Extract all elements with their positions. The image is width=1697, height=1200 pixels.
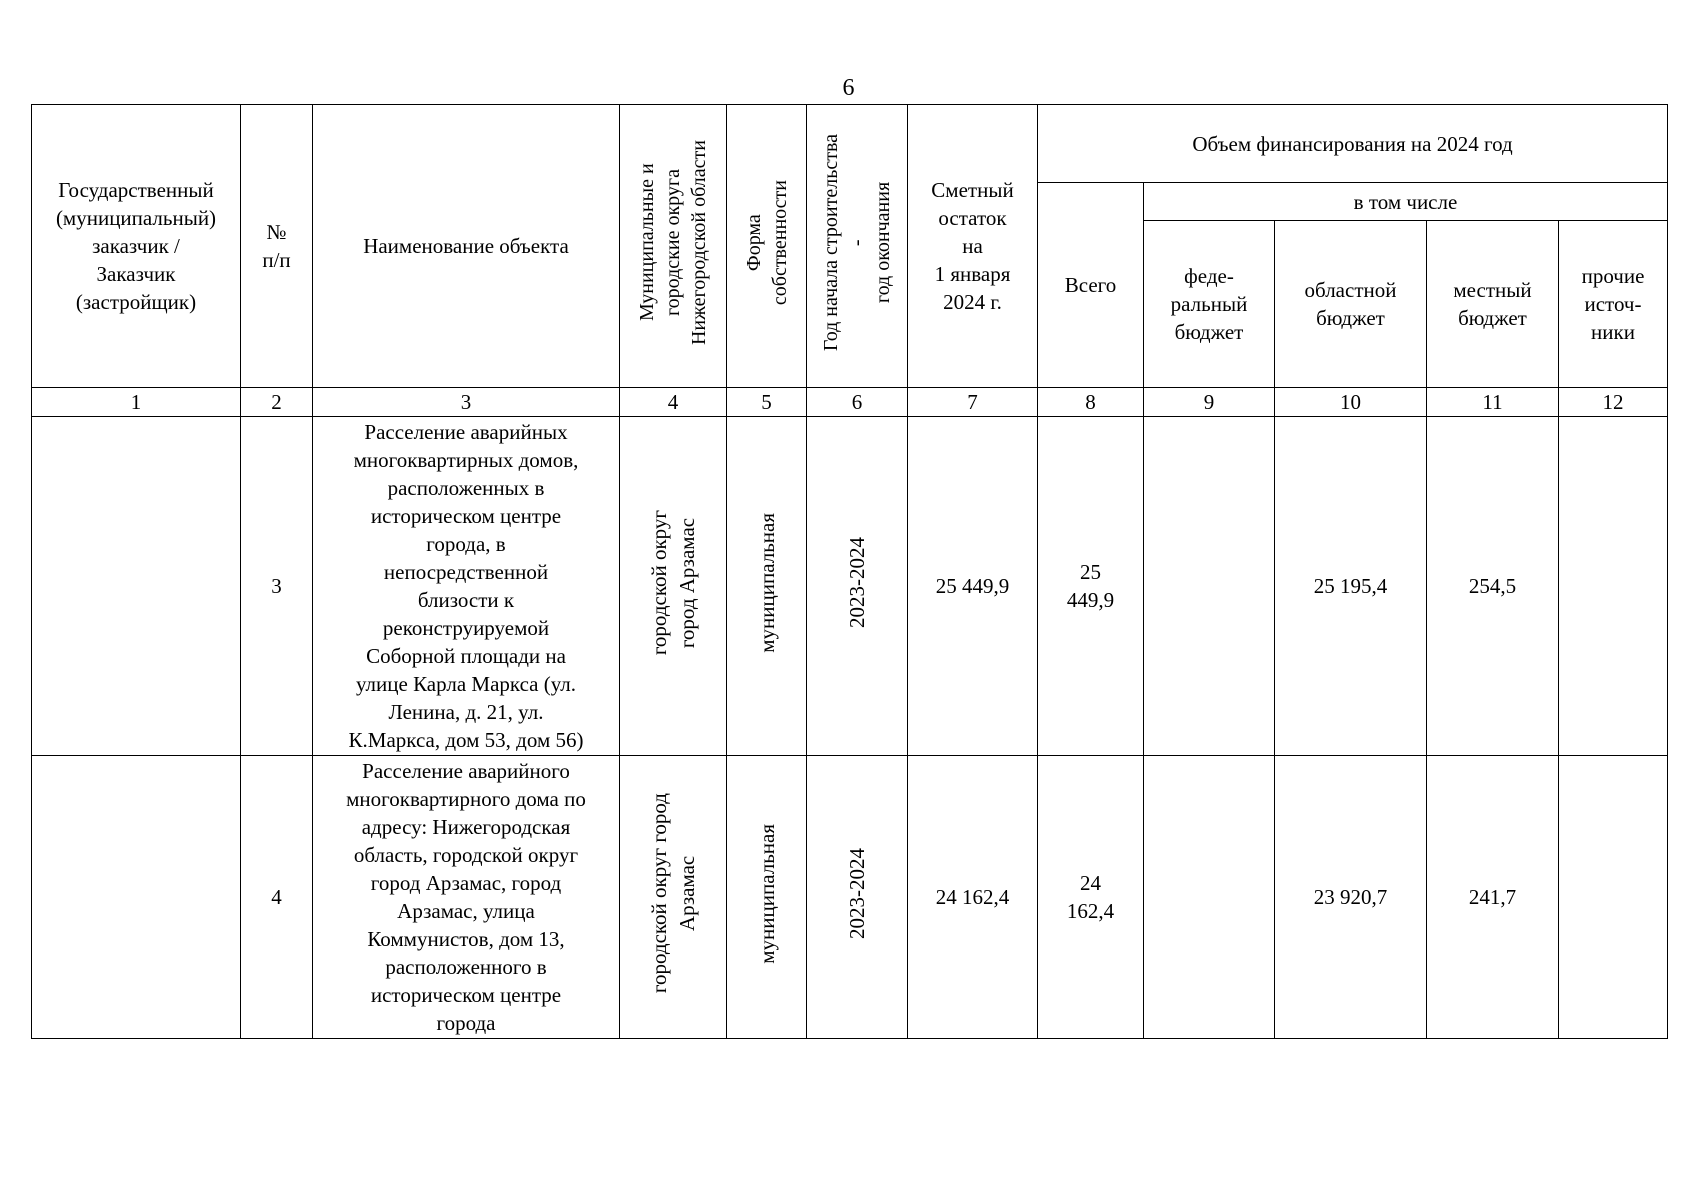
- row-federal: [1144, 417, 1275, 756]
- header-other: прочие источ- ники: [1559, 221, 1668, 388]
- column-number: 7: [908, 388, 1038, 417]
- column-number: 8: [1038, 388, 1144, 417]
- table-row: [32, 756, 1668, 1039]
- header-financing: Объем финансирования на 2024 год: [1038, 105, 1668, 183]
- header-total: Всего: [1038, 183, 1144, 388]
- header-federal: феде- ральный бюджет: [1144, 221, 1275, 388]
- row-ownership: муниципальная: [727, 417, 807, 756]
- header-years: Год начала строительства - год окончания: [807, 105, 908, 388]
- column-number: 1: [32, 388, 241, 417]
- row-years: 2023-2024: [807, 417, 908, 756]
- row-object-name: Расселение аварийного многоквартирного дома по адресу: Нижегородская область, городской округ город Арзамас, город Арзамас, улица Коммунистов, дом 13, расположенного в историческом центре города: [313, 756, 620, 1039]
- column-number: 10: [1275, 388, 1427, 417]
- row-other: [1559, 417, 1668, 756]
- column-number: 11: [1427, 388, 1559, 417]
- header-number: № п/п: [241, 105, 313, 388]
- header-row-1: [32, 105, 1668, 183]
- table-row: [32, 417, 1668, 756]
- header-estimate: Сметный остаток на 1 января 2024 г.: [908, 105, 1038, 388]
- column-number: 5: [727, 388, 807, 417]
- page-number: 6: [842, 75, 855, 101]
- row-number: 3: [241, 417, 313, 756]
- row-other: [1559, 756, 1668, 1039]
- row-regional: 25 195,4: [1275, 417, 1427, 756]
- column-number: 6: [807, 388, 908, 417]
- header-customer: Государственный (муниципальный) заказчик / Заказчик (застройщик): [32, 105, 241, 388]
- row-total: 25 449,9: [1038, 417, 1144, 756]
- column-numbers-row: [32, 388, 1668, 417]
- row-number: 4: [241, 756, 313, 1039]
- financing-table: [31, 104, 1668, 1039]
- row-object-name: Расселение аварийных многоквартирных домов, расположенных в историческом центре города, в непосредственной близости к реконструируемой Соборной площади на улице Карла Маркса (ул. Ленина, д. 21, ул. К.Маркса, дом 53, дом 56): [313, 417, 620, 756]
- header-including: в том числе: [1144, 183, 1668, 221]
- header-regional: областной бюджет: [1275, 221, 1427, 388]
- row-total: 24 162,4: [1038, 756, 1144, 1039]
- row-years: 2023-2024: [807, 756, 908, 1039]
- row-estimate: 25 449,9: [908, 417, 1038, 756]
- column-number: 2: [241, 388, 313, 417]
- row-district: городской округ город Арзамас: [620, 756, 727, 1039]
- row-estimate: 24 162,4: [908, 756, 1038, 1039]
- column-number: 3: [313, 388, 620, 417]
- header-ownership: Форма собственности: [727, 105, 807, 388]
- row-customer: [32, 756, 241, 1039]
- row-local: 241,7: [1427, 756, 1559, 1039]
- column-number: 12: [1559, 388, 1668, 417]
- row-regional: 23 920,7: [1275, 756, 1427, 1039]
- column-number: 9: [1144, 388, 1275, 417]
- header-local: местный бюджет: [1427, 221, 1559, 388]
- header-district: Муниципальные и городские округа Нижегородской области: [620, 105, 727, 388]
- row-district: городской округ город Арзамас: [620, 417, 727, 756]
- row-ownership: муниципальная: [727, 756, 807, 1039]
- header-object-name: Наименование объекта: [313, 105, 620, 388]
- row-federal: [1144, 756, 1275, 1039]
- row-customer: [32, 417, 241, 756]
- column-number: 4: [620, 388, 727, 417]
- row-local: 254,5: [1427, 417, 1559, 756]
